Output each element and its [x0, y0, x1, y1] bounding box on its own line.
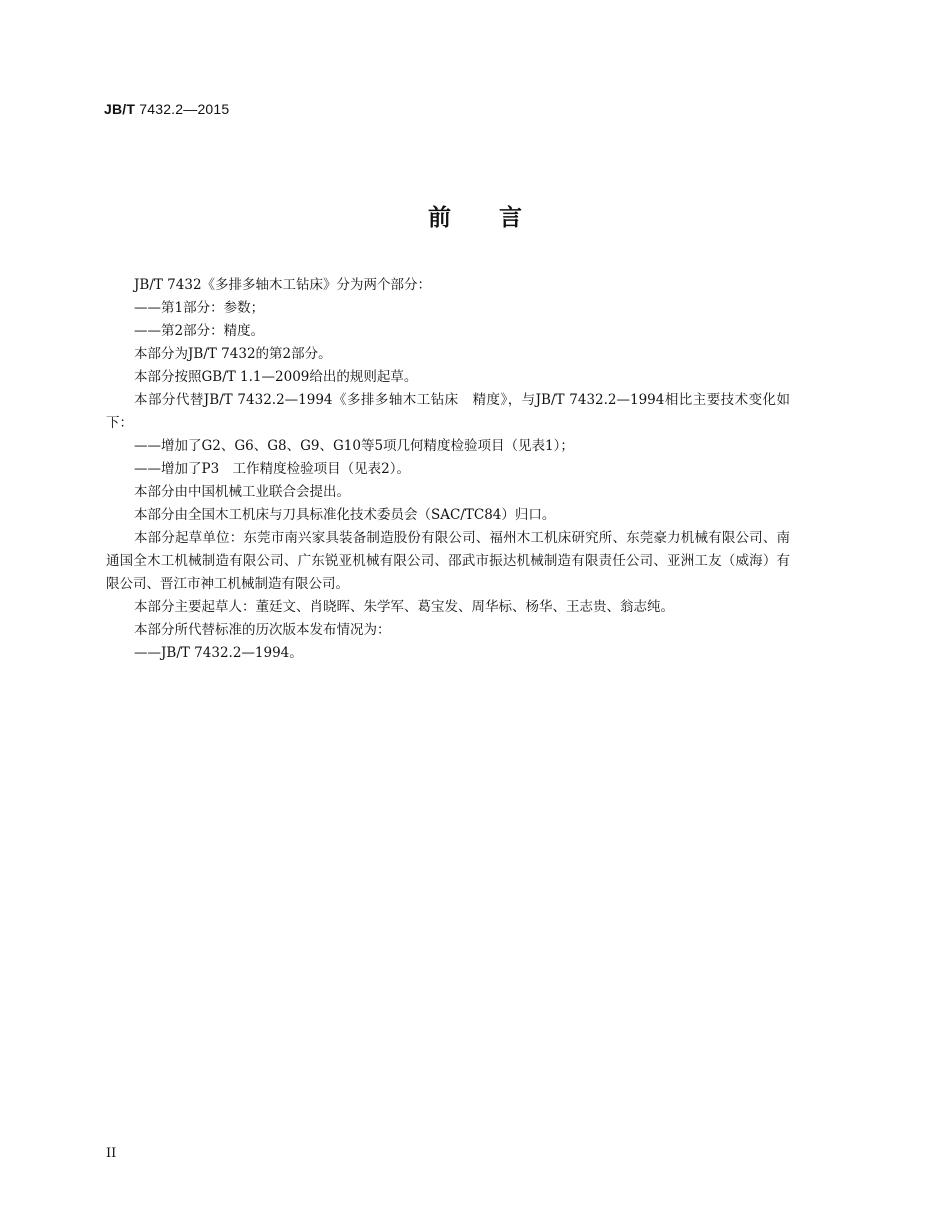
paragraph: ——第2部分：精度。 [134, 323, 265, 339]
paragraph: ——增加了P3 工作精度检验项目（见表2）。 [134, 461, 411, 477]
preface-title: 前 言 [427, 205, 522, 231]
paragraph: ——增加了G2、G6、G8、G9、G10等5项几何精度检验项目（见表1）； [134, 438, 574, 454]
paragraph: 本部分所代替标准的历次版本发布情况为： [134, 622, 391, 638]
paragraph: 本部分起草单位：东莞市南兴家具装备制造股份有限公司、福州木工机床研究所、东莞豪力机械有限公司、南通国全木工机械制造有限公司、广东锐亚机械有限公司、邵武市振达机械制造有限责任公司、亚洲工友（威海）有限公司、晋江市神工机械制造有限公司。 [106, 530, 790, 592]
preface-body [106, 274, 790, 665]
paragraph: ——第1部分：参数； [134, 300, 265, 316]
standard-number-header [104, 101, 229, 117]
paragraph: 本部分由全国木工机床与刀具标准化技术委员会（SAC/TC84）归口。 [134, 507, 556, 523]
paragraph: 本部分由中国机械工业联合会提出。 [134, 484, 350, 500]
standard-prefix: JB/T [104, 101, 136, 117]
paragraph: 本部分主要起草人：董廷文、肖晓晖、朱学军、葛宝发、周华标、杨华、王志贵、翁志纯。 [134, 599, 674, 615]
page-number: II [106, 1146, 117, 1161]
standard-number: 7432.2—2015 [135, 101, 230, 117]
paragraph: ——JB/T 7432.2—1994。 [134, 645, 303, 661]
paragraph: 本部分代替JB/T 7432.2—1994《多排多轴木工钻床 精度》，与JB/T 7432.2—1994相比主要技术变化如下： [106, 392, 790, 431]
paragraph: 本部分按照GB/T 1.1—2009给出的规则起草。 [134, 369, 418, 385]
paragraph: 本部分为JB/T 7432的第2部分。 [134, 346, 332, 362]
paragraph: JB/T 7432《多排多轴木工钻床》分为两个部分： [134, 277, 432, 293]
